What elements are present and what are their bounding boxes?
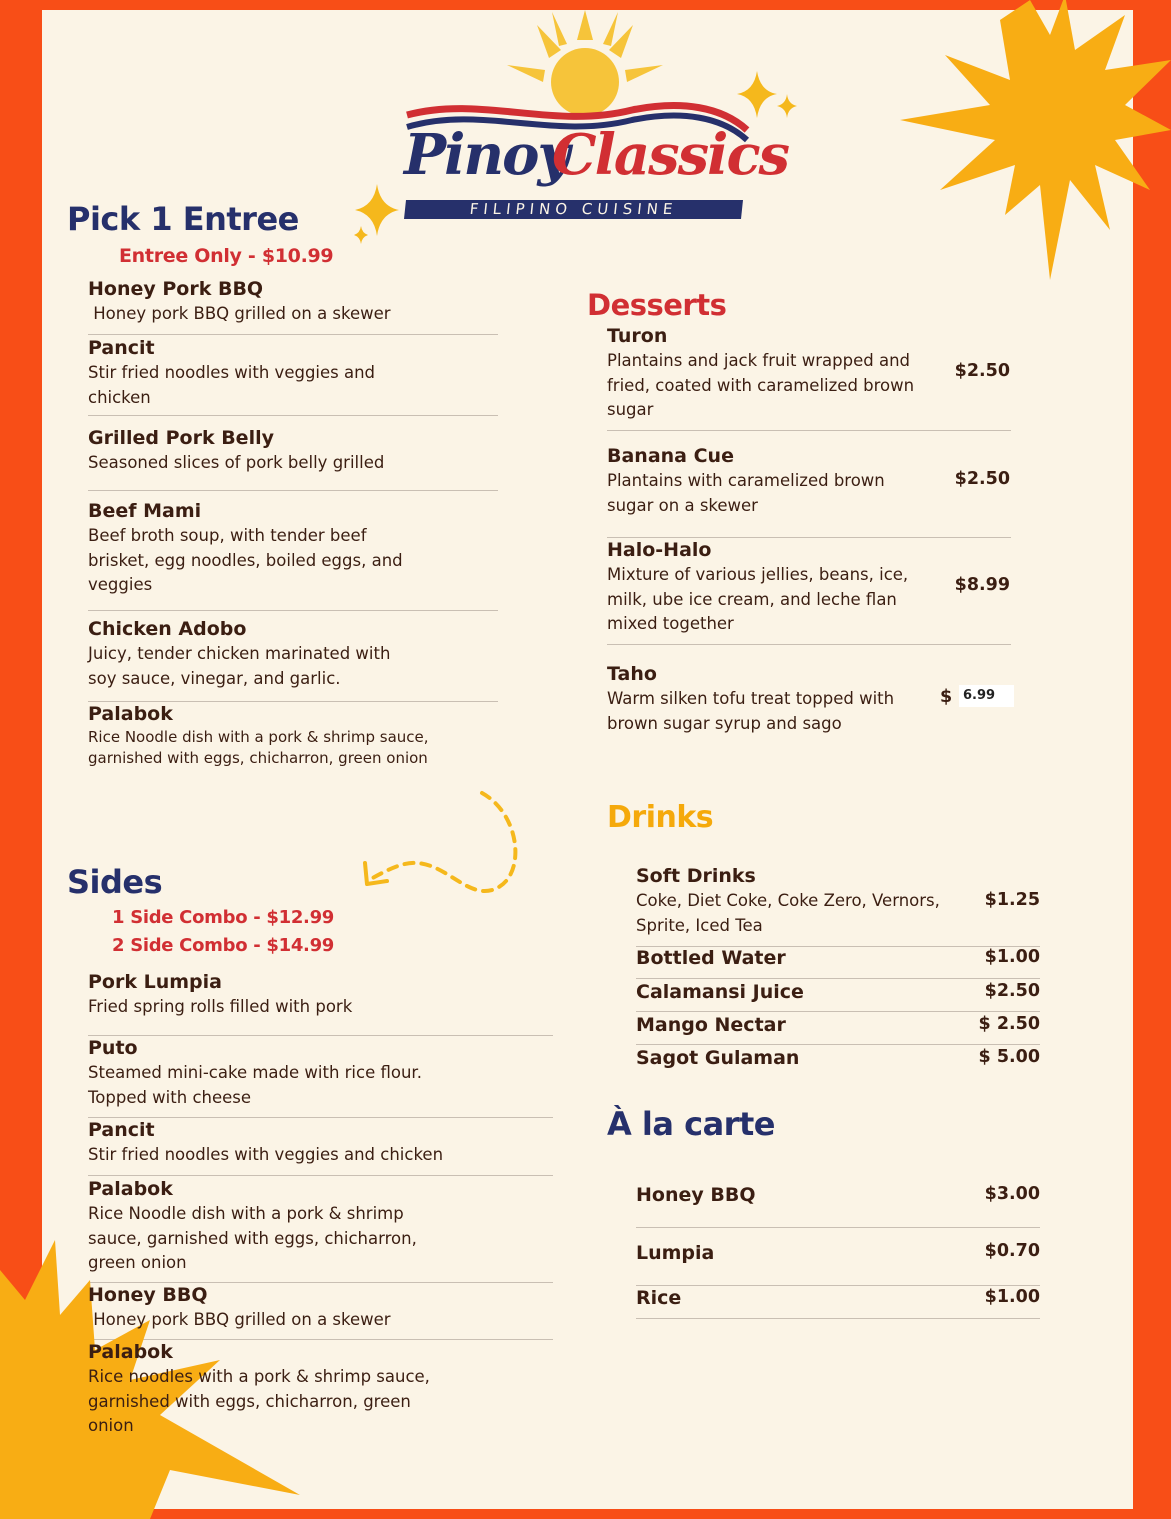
list-item bbox=[88, 1118, 553, 1168]
item-description: Rice noodles with a pork & shrimp sauce, garnished with eggs, chicharron, green onion bbox=[88, 1367, 430, 1435]
sunburst-top-right-icon bbox=[900, 0, 1171, 280]
drink-name: Mango Nectar bbox=[636, 1014, 786, 1036]
sparkle-icon bbox=[732, 66, 802, 126]
list-item bbox=[88, 1340, 443, 1439]
drinks-title: Drinks bbox=[607, 800, 714, 835]
item-description: Rice Noodle dish with a pork & shrimp sauce, garnished with eggs, chicharron, green onion bbox=[88, 1204, 417, 1272]
divider bbox=[88, 334, 498, 335]
item-name: Pancit bbox=[88, 1119, 155, 1141]
divider bbox=[636, 978, 1040, 979]
logo-tagline: FILIPINO CUISINE bbox=[404, 200, 743, 219]
divider bbox=[88, 490, 498, 491]
item-name: Honey Pork BBQ bbox=[88, 278, 264, 300]
item-price-prefix: $ bbox=[940, 687, 953, 707]
list-item bbox=[88, 499, 433, 598]
item-name: Taho bbox=[607, 663, 657, 685]
item-price: $8.99 bbox=[954, 575, 1010, 595]
list-item bbox=[88, 617, 423, 691]
item-name: Palabok bbox=[88, 703, 173, 725]
item-price: $2.50 bbox=[984, 981, 1040, 1001]
desserts-title: Desserts bbox=[587, 288, 727, 322]
drink-name: Rice bbox=[636, 1287, 682, 1309]
item-price: $1.00 bbox=[984, 947, 1040, 967]
list-item bbox=[607, 538, 922, 637]
entree-title: Pick 1 Entree bbox=[67, 200, 299, 238]
list-item bbox=[88, 277, 508, 327]
item-description: Rice Noodle dish with a pork & shrimp sauce, garnished with eggs, chicharron, green onion bbox=[88, 728, 429, 767]
item-description: Warm silken tofu treat topped with brown sugar syrup and sago bbox=[607, 689, 895, 733]
list-item bbox=[88, 426, 508, 476]
divider bbox=[607, 644, 1011, 645]
item-name: Pork Lumpia bbox=[88, 971, 222, 993]
item-description: Seasoned slices of pork belly grilled bbox=[88, 453, 385, 472]
item-price: $2.50 bbox=[954, 361, 1010, 381]
item-name: Honey BBQ bbox=[88, 1284, 208, 1306]
list-item bbox=[88, 702, 433, 769]
item-description: Plantains and jack fruit wrapped and fried, coated with caramelized brown sugar bbox=[607, 351, 915, 419]
item-name: Grilled Pork Belly bbox=[88, 427, 274, 449]
item-name: Chicken Adobo bbox=[88, 618, 247, 640]
logo-word-classics: Classics bbox=[552, 122, 789, 188]
list-item bbox=[607, 444, 917, 518]
item-description: Honey pork BBQ grilled on a skewer bbox=[88, 1310, 391, 1329]
divider bbox=[88, 415, 498, 416]
item-description: Plantains with caramelized brown sugar on a skewer bbox=[607, 471, 885, 515]
item-name: Beef Mami bbox=[88, 500, 202, 522]
side-combo-1-label: 1 Side Combo - $12.99 bbox=[112, 907, 335, 928]
item-name: Halo-Halo bbox=[607, 539, 712, 561]
item-description: Juicy, tender chicken marinated with soy sauce, vinegar, and garlic. bbox=[88, 644, 391, 688]
drink-name: Bottled Water bbox=[636, 947, 786, 969]
item-price: $2.50 bbox=[954, 469, 1010, 489]
sides-title: Sides bbox=[67, 863, 163, 901]
divider bbox=[607, 430, 1011, 431]
item-price: $0.70 bbox=[984, 1241, 1040, 1261]
divider bbox=[636, 1011, 1040, 1012]
sparkle-icon bbox=[347, 180, 407, 245]
drink-name: Calamansi Juice bbox=[636, 981, 804, 1003]
list-item bbox=[88, 1036, 448, 1110]
list-item bbox=[636, 864, 956, 938]
list-item bbox=[88, 1283, 508, 1333]
drink-name: Sagot Gulaman bbox=[636, 1047, 800, 1069]
dashed-arrow-icon bbox=[357, 785, 527, 910]
item-name: Soft Drinks bbox=[636, 865, 756, 887]
item-price: $1.00 bbox=[984, 1287, 1040, 1307]
divider bbox=[636, 1318, 1040, 1319]
item-description: Beef broth soup, with tender beef brisket, egg noodles, boiled eggs, and veggies bbox=[88, 526, 403, 594]
alacarte-title: À la carte bbox=[607, 1105, 775, 1143]
item-price: $3.00 bbox=[984, 1184, 1040, 1204]
item-price: $1.25 bbox=[984, 890, 1040, 910]
drink-name: Honey BBQ bbox=[636, 1184, 756, 1206]
item-name: Puto bbox=[88, 1037, 138, 1059]
item-description: Stir fried noodles with veggies and chicken bbox=[88, 363, 376, 407]
divider bbox=[636, 1227, 1040, 1228]
item-price: $ 2.50 bbox=[978, 1014, 1040, 1034]
drink-name: Lumpia bbox=[636, 1242, 715, 1264]
item-name: Turon bbox=[607, 325, 668, 347]
list-item bbox=[88, 970, 548, 1020]
divider bbox=[88, 1175, 553, 1176]
logo-word-pinoy: Pinoy bbox=[404, 122, 568, 188]
item-description: Stir fried noodles with veggies and chicken bbox=[88, 1145, 444, 1164]
item-name: Banana Cue bbox=[607, 445, 734, 467]
item-description: Honey pork BBQ grilled on a skewer bbox=[88, 304, 391, 323]
price-correction-patch: 6.99 bbox=[959, 685, 1014, 707]
divider bbox=[88, 610, 498, 611]
list-item bbox=[607, 324, 917, 423]
item-description: Coke, Diet Coke, Coke Zero, Vernors, Sprite, Iced Tea bbox=[636, 891, 940, 935]
item-name: Pancit bbox=[88, 337, 155, 359]
item-price: $ 5.00 bbox=[978, 1047, 1040, 1067]
list-item bbox=[88, 336, 408, 410]
item-name: Palabok bbox=[88, 1341, 173, 1363]
divider bbox=[636, 1044, 1040, 1045]
side-combo-2-label: 2 Side Combo - $14.99 bbox=[112, 935, 335, 956]
item-description: Fried spring rolls filled with pork bbox=[88, 997, 353, 1016]
divider bbox=[636, 1285, 1040, 1286]
entree-price-label: Entree Only - $10.99 bbox=[119, 245, 334, 267]
list-item bbox=[607, 662, 927, 736]
item-description: Steamed mini-cake made with rice flour. Topped with cheese bbox=[88, 1063, 422, 1107]
item-description: Mixture of various jellies, beans, ice, milk, ube ice cream, and leche flan mixed together bbox=[607, 565, 909, 633]
item-name: Palabok bbox=[88, 1178, 173, 1200]
